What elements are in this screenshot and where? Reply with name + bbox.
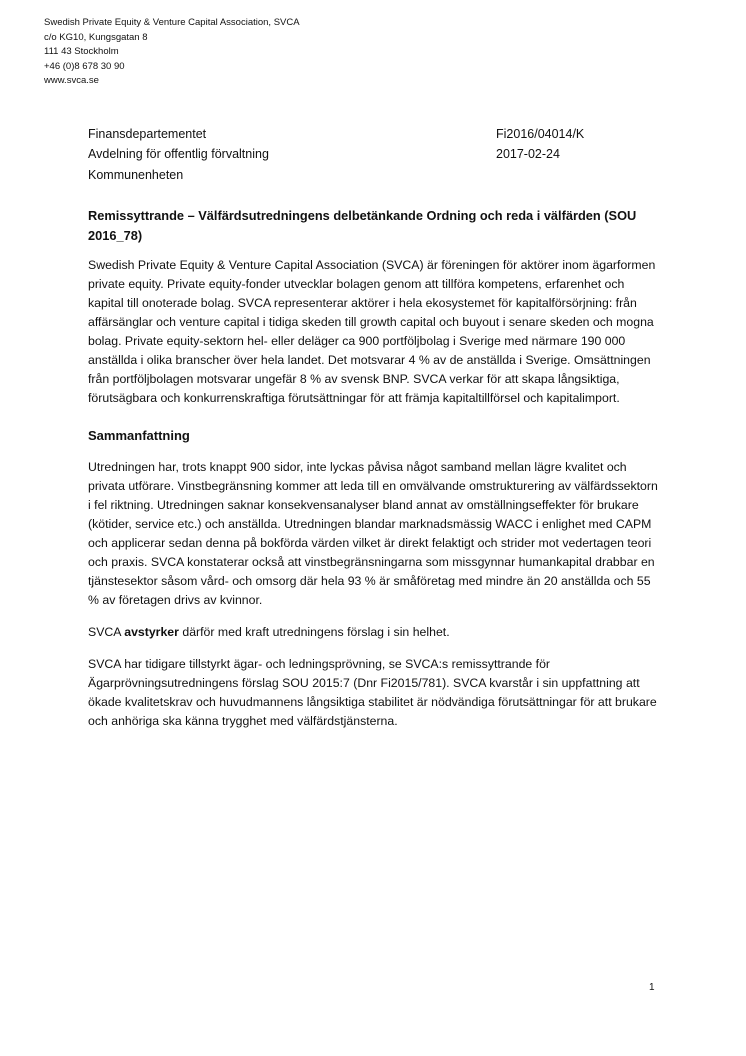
document-title: Remissyttrande – Välfärdsutredningens delbetänkande Ordning och reda i välfärden (SOU 2016_78) [88, 208, 637, 243]
document-date: 2017-02-24 [496, 147, 560, 162]
intro-paragraph: Swedish Private Equity & Venture Capital Association (SVCA) är föreningen för aktörer inom ägarformen private equity. Private equity-fonder utvecklar bolagen genom att tillföra kompetens, erfarenhet och kapital till onoterade bolag. SVCA representerar aktörer i hela ekosystemet för kapitalförsörjning: från affärsänglar och venture capital i tidiga skeden till growth capital och buyout i senare skeden och mogna bolag. Private equity-sektorn hel- eller deläger ca 900 portföljbolag i Sverige med närmare 190 000 anställda i olika branscher över hela landet. Det motsvarar 4 % av de anställda i Sverige. Omsättningen från portföljbolagen motsvarar ungefär 8 % av svensk BNP. SVCA verkar för att skapa långsiktiga, förutsägbara och konkurrenskraftiga förutsättningar för att främja kapitaltillförsel och kapitalimport. [88, 258, 656, 405]
recipient-block [88, 124, 269, 185]
paragraph-2-end: därför med kraft utredningens förslag i sin helhet. [178, 625, 450, 639]
sender-address-block [44, 16, 300, 89]
reference-block [496, 124, 584, 165]
reference-number: Fi2016/04014/K [496, 127, 585, 141]
avstyrker-emphasis: avstyrker [124, 625, 179, 639]
recipient-unit: Kommunenheten [88, 167, 184, 182]
sender-name: Swedish Private Equity & Venture Capital Association, SVCA [44, 17, 300, 28]
summary-paragraph-1: Utredningen har, trots knappt 900 sidor, inte lyckas påvisa något samband mellan lägre kvalitet och privata utförare. Vinstbegränsning kommer att leda till en omvälvande omstrukturering av välfärdssektorn i fel riktning. Utredningen saknar konsekvensanalyser bland annat av omställningseffekter för brukare (kötider, service etc.) och anställda. Utredningen blandar marknadsmässig WACC i enlighet med CAPM och applicerar sedan denna på bokförda värden vilket är direkt felaktigt och strider mot vedertagen teori och praxis. SVCA konstaterar också att vinstbegränsningarna som missgynnar humankapital drabbar en tjänstesektor såsom vård- och omsorg där hela 93 % är småföretag med mindre än 20 anställda och 55 % av företagen drivs av kvinnor. [88, 460, 658, 607]
summary-paragraph-2 [88, 623, 660, 642]
sender-phone: +46 (0)8 678 30 90 [44, 60, 125, 72]
sender-website: www.svca.se [44, 75, 99, 87]
paragraph-2-start: SVCA [88, 625, 125, 639]
sender-postal-line: 111 43 Stockholm [44, 46, 119, 58]
page-number: 1 [649, 982, 655, 993]
summary-heading: Sammanfattning [88, 428, 190, 443]
summary-paragraph-3: SVCA har tidigare tillstyrkt ägar- och ledningsprövning, se SVCA:s remissyttrande för Ägarprövningsutredningens förslag SOU 2015:7 (Dnr Fi2015/781). SVCA kvarstår i sin uppfattning att ökade kvalitetskrav och huvudmannens långsiktiga stabilitet är nödvändiga förutsättningar för att brukare och anhöriga ska känna trygghet med välfärdstjänsterna. [88, 657, 657, 728]
sender-address-line: c/o KG10, Kungsgatan 8 [44, 31, 148, 43]
recipient-department: Avdelning för offentlig förvaltning [88, 147, 269, 162]
recipient-ministry: Finansdepartementet [88, 127, 207, 141]
letter-body [88, 206, 660, 744]
